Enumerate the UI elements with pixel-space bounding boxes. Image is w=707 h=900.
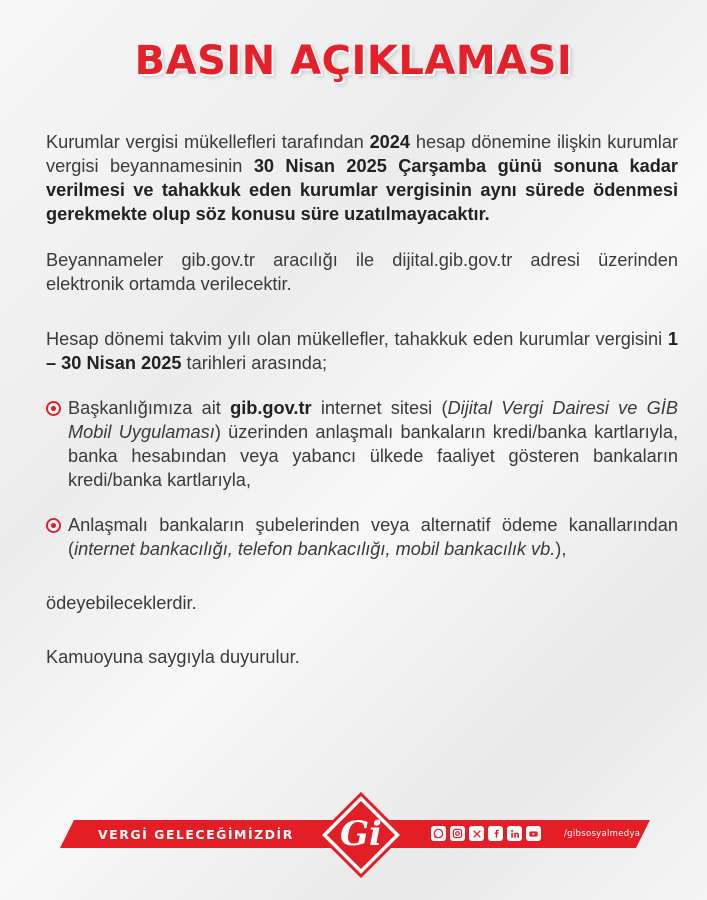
gib-logo xyxy=(318,792,404,878)
paragraph-closing: Kamuoyuna saygıyla duyurulur. xyxy=(46,647,300,667)
text: internet sitesi ( xyxy=(311,398,448,418)
bullet-online-payment xyxy=(46,396,678,492)
social-handle[interactable]: /gibsosyalmedya xyxy=(564,829,641,839)
text: tarihleri arasında; xyxy=(181,353,328,373)
linkedin-icon[interactable] xyxy=(507,826,522,841)
whatsapp-icon[interactable] xyxy=(431,826,446,841)
youtube-icon[interactable] xyxy=(526,826,541,841)
text: Hesap dönemi takvim yılı olan mükellefler, tahakkuk eden kurumlar vergisini xyxy=(46,329,668,349)
text: hesap dönemine ilişkin kurumlar vergisi beyannamesinin xyxy=(46,132,679,176)
date-range-bold: 1 – 30 Nisan 2025 xyxy=(46,329,678,373)
text: ), xyxy=(555,539,567,559)
paragraph-payment-period xyxy=(46,327,678,375)
bullet-bank-branches xyxy=(46,513,678,561)
bullet-icon xyxy=(46,401,61,416)
bullet-icon xyxy=(46,518,61,533)
facebook-icon[interactable] xyxy=(488,826,503,841)
year-bold: 2024 xyxy=(369,132,411,152)
social-icons xyxy=(431,826,541,841)
footer-slogan: VERGİ GELECEĞİMİZDİR xyxy=(98,827,294,842)
channels-italic: internet bankacılığı, telefon bankacılığı, mobil bankacılık vb. xyxy=(74,539,556,559)
text: Anlaşmalı bankaların şubelerinden veya alternatif ödeme kanallarından ( xyxy=(68,515,678,559)
paragraph-electronic: Beyannameler gib.gov.tr aracılığı ile dijital.gib.gov.tr adresi üzerinden elektronik ortamda verilecektir. xyxy=(46,250,678,294)
paragraph-deadline xyxy=(46,130,678,226)
x-icon[interactable] xyxy=(469,826,484,841)
page-title: BASIN AÇIKLAMASI xyxy=(134,38,573,84)
logo-letter: Gi xyxy=(340,814,382,854)
instagram-icon[interactable] xyxy=(450,826,465,841)
press-release-body xyxy=(46,130,678,669)
deadline-bold: 30 Nisan 2025 Çarşamba günü sonuna kadar verilmesi ve tahakkuk eden kurumlar vergisinin aynı sürede ödenmesi gerekmekte olup söz konusu süre uzatılmayacaktır. xyxy=(46,156,678,224)
site-bold: gib.gov.tr xyxy=(230,398,312,418)
text: Kurumlar vergisi mükellefleri tarafından xyxy=(46,132,370,152)
text: Başkanlığımıza ait xyxy=(68,398,231,418)
app-italic: Dijital Vergi Dairesi ve GİB Mobil Uygulaması xyxy=(68,398,678,442)
text: ) üzerinden anlaşmalı bankaların kredi/banka kartlarıyla, banka hesabından veya yabancı ülkede faaliyet gösteren bankaların kredi/banka kartlarıyla, xyxy=(68,422,679,490)
paragraph-can-pay: ödeyebileceklerdir. xyxy=(46,593,197,613)
